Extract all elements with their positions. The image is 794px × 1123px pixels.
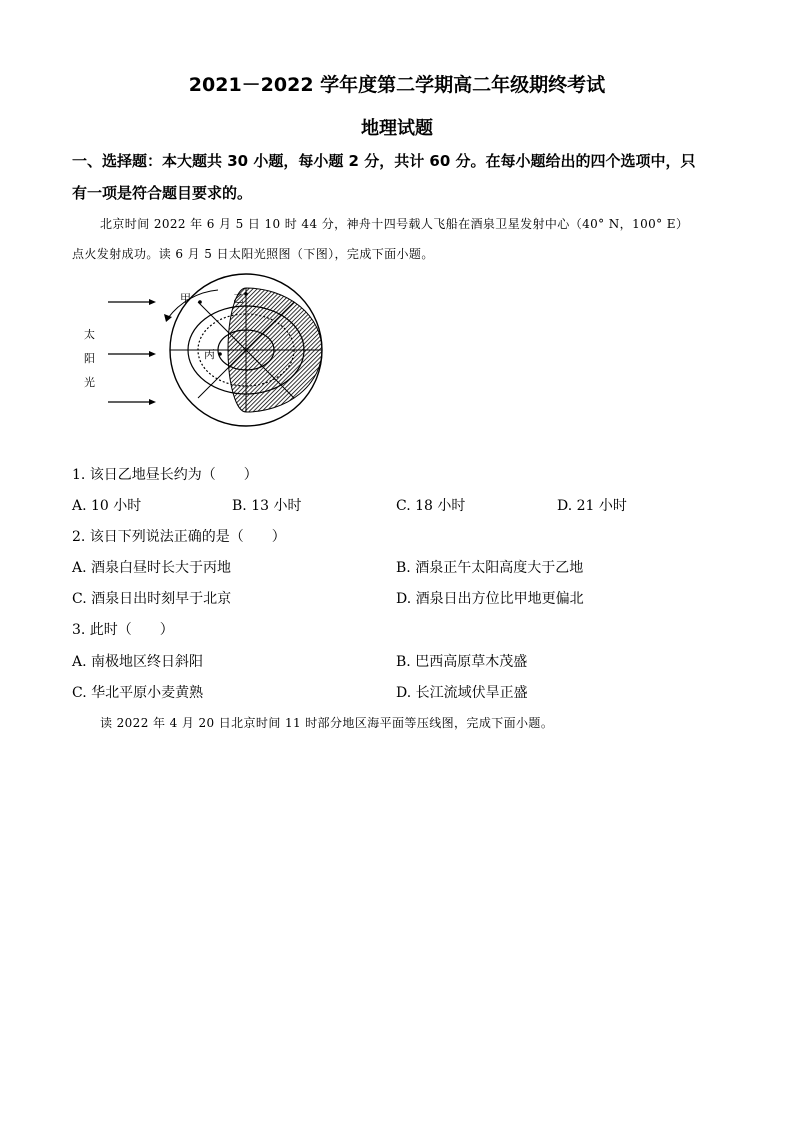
sun-ray-1-arrowhead <box>149 299 156 305</box>
sun-ray-3-arrowhead <box>149 399 156 405</box>
question-2-stem: 2. 该日下列说法正确的是（ ） <box>72 529 286 545</box>
question-3-option-d: D. 长江流域伏旱正盛 <box>396 685 528 701</box>
question-1-option-a: A. 10 小时 <box>72 498 142 514</box>
question-2-option-a: A. 酒泉白昼时长大于丙地 <box>72 560 232 576</box>
question-2-option-c: C. 酒泉日出时刻早于北京 <box>72 591 232 607</box>
section-heading-line-2: 有一项是符合题目要求的。 <box>72 184 253 202</box>
question-3-stem: 3. 此时（ ） <box>72 622 174 638</box>
sun-label-3: 光 <box>84 376 95 389</box>
intro-text-next: 读 2022 年 4 月 20 日北京时间 11 时部分地区海平面等压线图，完成下面小题。 <box>100 716 554 730</box>
question-2-option-b: B. 酒泉正午太阳高度大于乙地 <box>396 560 584 576</box>
question-1-option-c: C. 18 小时 <box>396 498 466 514</box>
page-subtitle: 地理试题 <box>361 118 433 139</box>
question-3-option-c: C. 华北平原小麦黄熟 <box>72 685 204 701</box>
point-yi-marker <box>244 292 248 296</box>
question-1-option-d: D. 21 小时 <box>557 498 627 514</box>
section-heading-line-1: 一、选择题：本大题共 30 小题，每小题 2 分，共计 60 分。在每小题给出的四个选项中，只 <box>72 152 696 170</box>
label-bing: 丙 <box>204 348 215 361</box>
question-2-option-d: D. 酒泉日出方位比甲地更偏北 <box>396 591 584 607</box>
question-1-option-b: B. 13 小时 <box>232 498 302 514</box>
sunlight-illumination-diagram <box>84 280 330 415</box>
page-title: 2021－2022 学年度第二学期高二年级期终考试 <box>188 74 606 96</box>
intro-text-line-1: 北京时间 2022 年 6 月 5 日 10 时 44 分，神舟十四号载人飞船在酒泉卫星发射中心（40° N，100° E） <box>100 217 689 231</box>
sun-ray-2-arrowhead <box>149 351 156 357</box>
label-yi: 乙 <box>233 292 244 305</box>
point-bing-marker <box>218 352 222 356</box>
question-1-stem: 1. 该日乙地昼长约为（ ） <box>72 467 258 483</box>
label-jia: 甲 <box>180 292 191 305</box>
sun-label-1: 太 <box>84 328 95 341</box>
point-jia-marker <box>198 300 202 304</box>
question-3-option-b: B. 巴西高原草木茂盛 <box>396 654 528 670</box>
question-3-option-a: A. 南极地区终日斜阳 <box>72 654 204 670</box>
sun-label-2: 阳 <box>84 352 95 365</box>
intro-text-line-2: 点火发射成功。读 6 月 5 日太阳光照图（下图），完成下面小题。 <box>72 247 434 261</box>
